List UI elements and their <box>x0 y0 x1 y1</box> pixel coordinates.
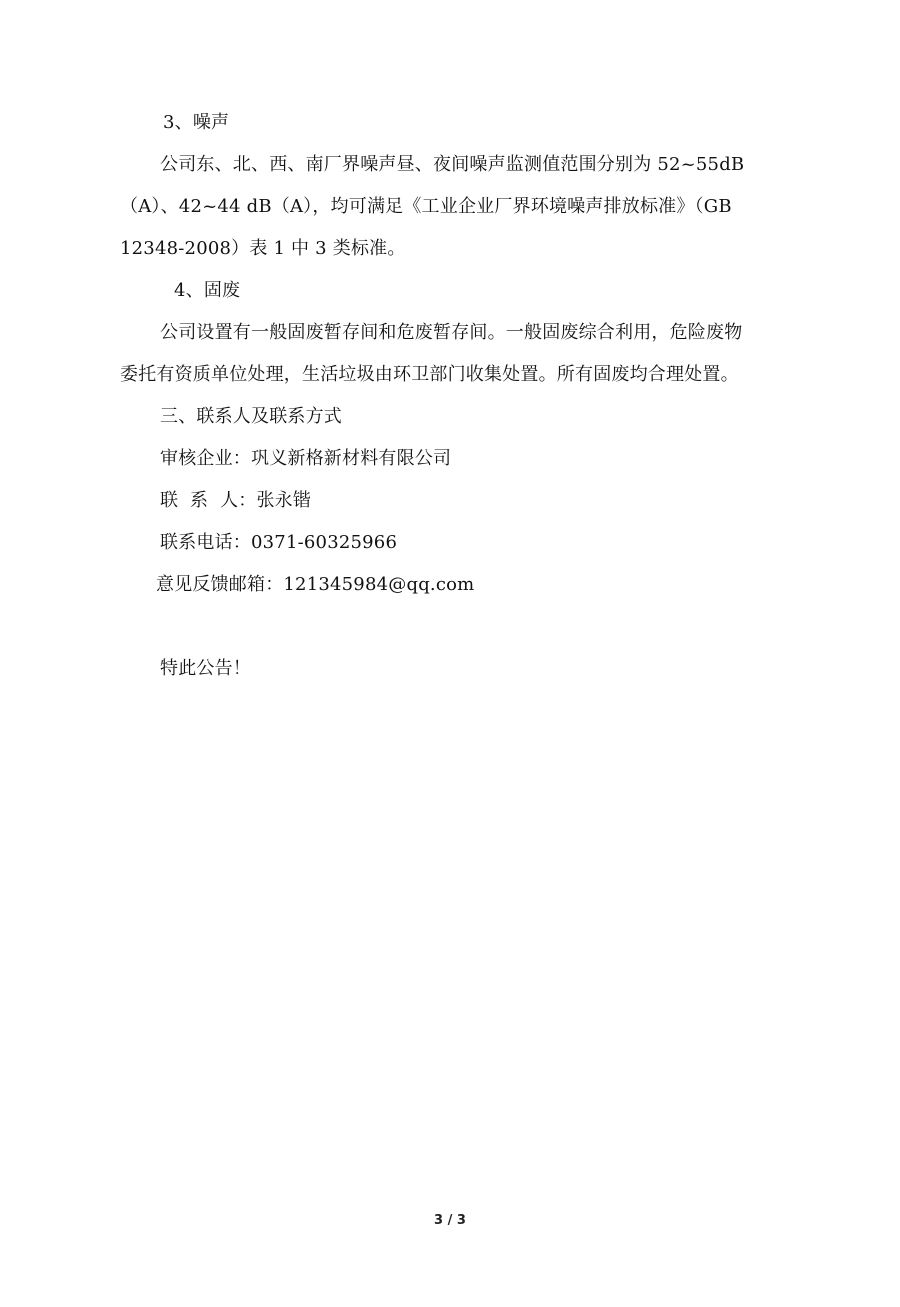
noise-paragraph-line-2: （A）、42~44 dB（A），均可满足《工业企业厂界环境噪声排放标准》（GB <box>120 196 732 217</box>
contact-heading: 三、联系人及联系方式 <box>160 406 342 427</box>
waste-paragraph-line-1: 公司设置有一般固废暂存间和危废暂存间。一般固废综合利用，危险废物 <box>160 322 743 343</box>
noise-paragraph-line-3: 12348-2008）表 1 中 3 类标准。 <box>120 238 406 259</box>
noise-paragraph-line-1: 公司东、北、西、南厂界噪声昼、夜间噪声监测值范围分别为 52~55dB <box>160 154 745 175</box>
contact-company: 审核企业：巩义新格新材料有限公司 <box>160 448 452 469</box>
waste-paragraph-line-2: 委托有资质单位处理，生活垃圾由环卫部门收集处置。所有固废均合理处置。 <box>120 364 739 385</box>
waste-heading: 4、固废 <box>174 280 241 301</box>
contact-person: 联 系 人：张永锴 <box>160 490 312 511</box>
contact-phone: 联系电话：0371-60325966 <box>160 532 398 553</box>
page-number: 3 / 3 <box>434 1213 466 1228</box>
closing-statement: 特此公告！ <box>160 658 251 679</box>
contact-email: 意见反馈邮箱：121345984@qq.com <box>156 574 475 595</box>
noise-heading: 3、噪声 <box>163 112 230 133</box>
